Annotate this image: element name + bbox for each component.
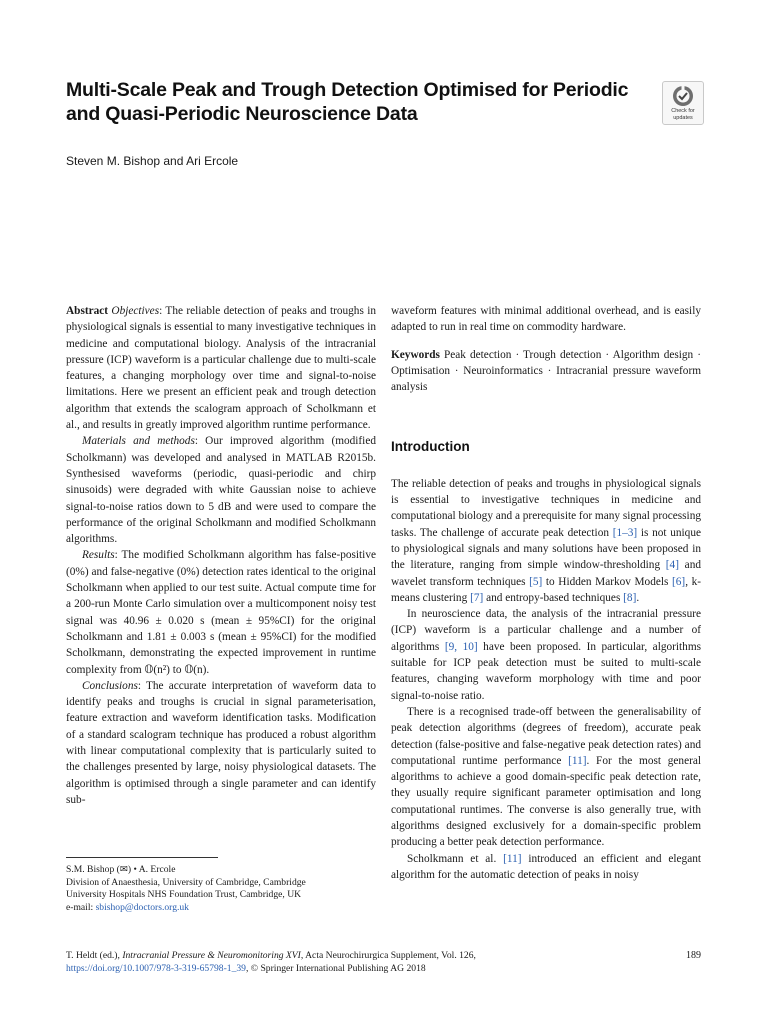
abstract-objectives <box>66 303 376 433</box>
intro-paragraph-3: There is a recognised trade-off between the generalisability of peak detection algorithms (degrees of freedom), accurate peak detection (false-positive and false-negative peak detection rates) and computational runtime performance [11]. For the most general algorithms to achieve a good domain-specific peak detection rate, they usually require significant parameter optimisation and long computational runtimes. The converse is also generally true, with algorithms designed exclusively for a domain-specific problem producing a better peak detection performance. <box>391 705 701 849</box>
affiliation-hospital: University Hospitals NHS Foundation Trust, Cambridge, UK <box>66 889 302 901</box>
conclusions-text: : The accurate interpretation of waveform data to identify peaks and troughs is crucial in signal parameterisation, feature extraction and waveform identification tasks. Modification of a standard scalogram technique has produced a robust algorithm with linear computational complexity that is particularly suited to the challenges presented by large, noisy physiological datasets. The algorithm is optimised through a single parameter and can identify sub- <box>66 679 376 806</box>
email-label: e-mail: <box>66 902 96 914</box>
methods-label: Materials and methods <box>82 435 195 448</box>
abstract-conclusions <box>66 678 376 808</box>
affiliation-dept: Division of Anaesthesia, University of Cambridge, Cambridge <box>66 876 306 888</box>
right-column <box>391 303 701 883</box>
doi-link[interactable]: https://doi.org/10.1007/978-3-319-65798-1_39 <box>66 962 246 974</box>
abstract-label: Abstract <box>66 305 109 317</box>
affiliation-authors: S.M. Bishop (✉) • A. Ercole <box>66 864 176 875</box>
section-heading-introduction: Introduction <box>391 439 470 455</box>
citation-link[interactable]: [6] <box>672 575 686 588</box>
footnote-divider <box>66 857 218 858</box>
citation-link[interactable]: [5] <box>529 575 543 588</box>
intro-paragraph-1: The reliable detection of peaks and troughs in physiological signals is essential to investigative techniques in medicine and computational biology and a prerequisite for many signal processing tasks. The challenge of accurate peak detection [1–3] is not unique to physiological signals and many solutions have been proposed in the literature, ranging from simple window-thresholding [4] and wavelet transform techniques [5] to Hidden Markov Models [6], k-means clustering [7] and entropy-based techniques [8]. <box>391 477 702 604</box>
abstract-results <box>66 547 376 677</box>
paper-title: Multi-Scale Peak and Trough Detection Optimised for Periodic and Quasi-Periodic Neuroscience Data <box>66 79 629 125</box>
intro-paragraph-2: In neuroscience data, the analysis of the intracranial pressure (ICP) waveform is a particular challenge and a number of algorithms [9, 10] have been proposed. In particular, algorithms suitable for ICP peak detection must be suited to multi-scale features, changing waveform morphology with time and poor signal-to-noise ratio. <box>391 608 701 702</box>
citation-link[interactable]: [11] <box>568 754 587 767</box>
citation-link[interactable]: [9, 10] <box>444 640 478 653</box>
abstract-continuation: waveform features with minimal additional overhead, and is easily adapted to run in real time on commodity hardware. <box>391 305 701 334</box>
objectives-label: Objectives <box>111 305 160 317</box>
badge-text-line1: Check for <box>671 108 695 114</box>
author-list: Steven M. Bishop and Ari Ercole <box>66 154 239 168</box>
keywords-label: Keywords <box>391 348 440 361</box>
results-label: Results <box>82 549 115 562</box>
footer-citation: T. Heldt (ed.), Intracranial Pressure & Neuromonitoring XVI, Acta Neurochirurgica Supplement, Vol. 126, <box>66 950 476 961</box>
email-link[interactable]: sbishop@doctors.org.uk <box>95 902 189 914</box>
page-footer <box>66 950 626 975</box>
conclusions-label: Conclusions <box>82 679 138 692</box>
citation-link[interactable]: [1–3] <box>612 526 638 539</box>
citation-link[interactable]: [11] <box>503 852 522 865</box>
footer-doi: https://doi.org/10.1007/978-3-319-65798-1_39, © Springer International Publishing AG 2018 <box>66 962 426 974</box>
check-for-updates-icon <box>672 85 694 107</box>
intro-paragraph-4: Scholkmann et al. [11] introduced an efficient and elegant algorithm for the automatic detection of peaks in noisy <box>391 852 701 881</box>
keywords <box>391 347 701 396</box>
methods-text: : Our improved algorithm (modified Scholkmann) was developed and analysed in MATLAB R2015b. Synthesised waveforms (periodic, quasi-periodic and chirp sinusoids) were degraded with white Gaussian noise to achieve signal-to-noise ratios down to 5 dB and were used to compare the performance of the original Scholkmann and modified Scholkmann algorithms. <box>66 435 376 546</box>
objectives-text: : The reliable detection of peaks and troughs in physiological signals is essential to many investigative techniques in medicine and computational biology. Analysis of the intracranial pressure (ICP) waveform is a particular challenge due to multi-scale features, a changing morphology over time and signal-to-noise limitations. Here we present an efficient peak and trough detection algorithm that extends the scalogram approach of Scholkmann et al., and results in greatly improved algorithm runtime performance. <box>66 305 376 432</box>
results-text: : The modified Scholkmann algorithm has false-positive (0%) and false-negative (0%) detection rates identical to the original Scholkmann when applied to our test suite. Actual compute time for a 200-run Monte Carlo simulation over a multicomponent noisy test signal was 40.96 ± 0.020 s (mean ± 95%CI) for the original Scholkmann and 1.81 ± 0.003 s (mean ± 95%CI) for the modified Scholkmann, demonstrating the expected improvement in runtime complexity from 𝕆(n²) to 𝕆(n). <box>66 549 376 676</box>
keywords-text: Peak detection · Trough detection · Algorithm design · Optimisation · Neuroinformatics · Intracranial pressure waveform analysis <box>391 348 701 394</box>
citation-link[interactable]: [7] <box>470 591 484 604</box>
page-number: 189 <box>686 950 701 961</box>
citation-link[interactable]: [4] <box>665 559 679 572</box>
affiliation-email <box>66 902 386 915</box>
abstract-methods <box>66 433 376 547</box>
badge-text-line2: updates <box>673 115 693 121</box>
citation-link[interactable]: [8] <box>623 591 637 604</box>
author-affiliation <box>66 864 386 915</box>
left-column <box>66 303 376 808</box>
check-for-updates-badge[interactable] <box>662 81 704 125</box>
